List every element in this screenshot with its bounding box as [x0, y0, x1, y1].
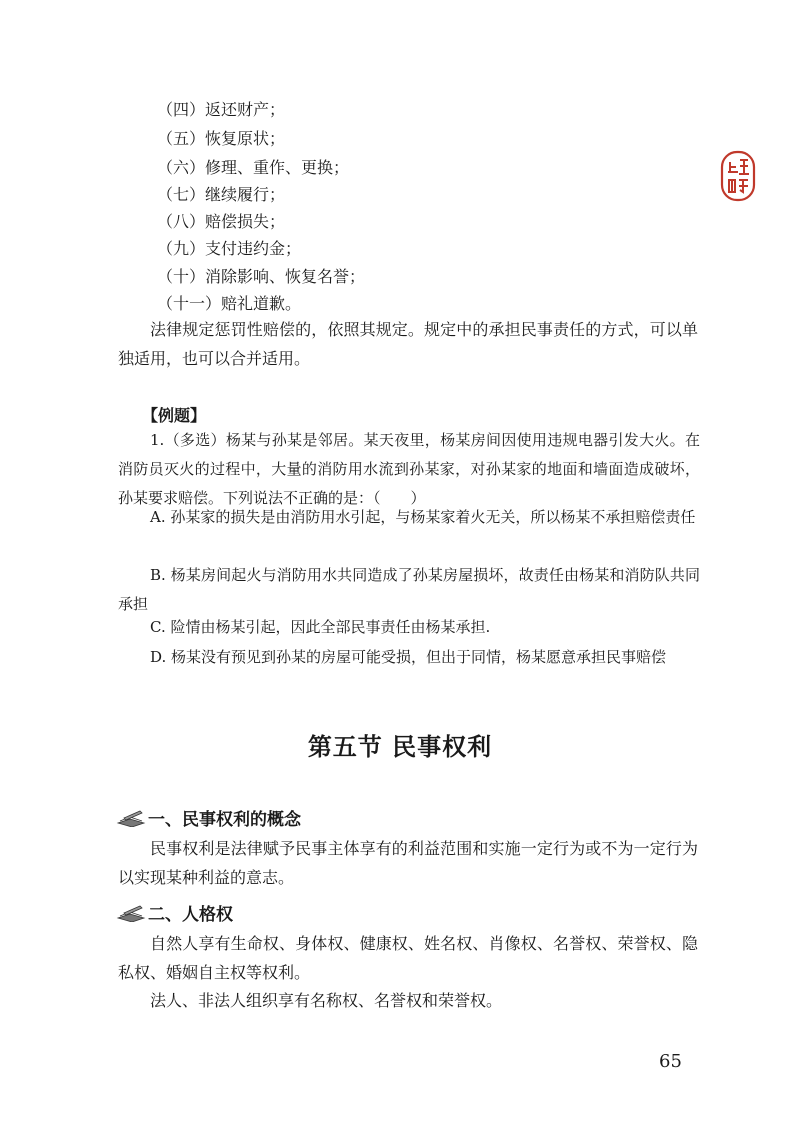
example-option-d: D. 杨某没有预见到孙某的房屋可能受损，但出于同情，杨某愿意承担民事赔偿	[150, 648, 667, 666]
list-item: （十）消除影响、恢复名誉；	[157, 267, 366, 286]
example-option-a: A. 孙某家的损失是由消防用水引起，与杨某家着火无关，所以杨某不承担赔偿责任	[150, 508, 696, 526]
list-item: （七）继续履行；	[157, 185, 286, 204]
heading-concept-label: 一、民事权利的概念	[148, 810, 301, 830]
personality-paragraph: 自然人享有生命权、身体权、健康权、姓名权、肖像权、名誉权、荣誉权、隐私权、婚姻自主权等权利。	[118, 934, 698, 982]
book-pen-icon	[116, 904, 146, 922]
list-item: （十一）赔礼道歉。	[157, 294, 302, 313]
example-title: 【例题】	[142, 406, 207, 425]
list-item: （五）恢复原状；	[157, 129, 286, 148]
heading-concept	[116, 805, 301, 830]
list-item: （八）赔偿损失；	[157, 212, 286, 231]
section-title: 第五节 民事权利	[307, 732, 493, 761]
example-option-c: C. 险情由杨某引起，因此全部民事责任由杨某承担.	[150, 618, 491, 636]
example-question: 1.（多选）杨某与孙某是邻居。某天夜里，杨某房间因使用违规电器引发大火。在消防员灭火的过程中，大量的消防用水流到孙某家，对孙某家的地面和墙面造成破坏，孙某要求赔偿。下列说法不正确的是：（ ）	[118, 431, 700, 507]
personality-paragraph: 法人、非法人组织享有名称权、名誉权和荣誉权。	[150, 991, 503, 1010]
heading-personality-label: 二、人格权	[148, 905, 233, 925]
heading-personality	[116, 900, 233, 925]
example-option-b: B. 杨某房间起火与消防用水共同造成了孙某房屋损坏，故责任由杨某和消防队共同承担	[118, 566, 700, 613]
list-item: （四）返还财产；	[157, 100, 286, 119]
page-number: 65	[659, 1051, 682, 1072]
list-item: （九）支付违约金；	[157, 239, 302, 258]
list-item: （六）修理、重作、更换；	[157, 158, 350, 177]
seal-stamp-icon	[720, 150, 756, 202]
concept-paragraph: 民事权利是法律赋予民事主体享有的利益范围和实施一定行为或不为一定行为以实现某种利益的意志。	[118, 839, 698, 887]
intro-paragraph: 法律规定惩罚性赔偿的，依照其规定。规定中的承担民事责任的方式，可以单独适用，也可以合并适用。	[118, 320, 698, 368]
book-pen-icon	[116, 809, 146, 827]
